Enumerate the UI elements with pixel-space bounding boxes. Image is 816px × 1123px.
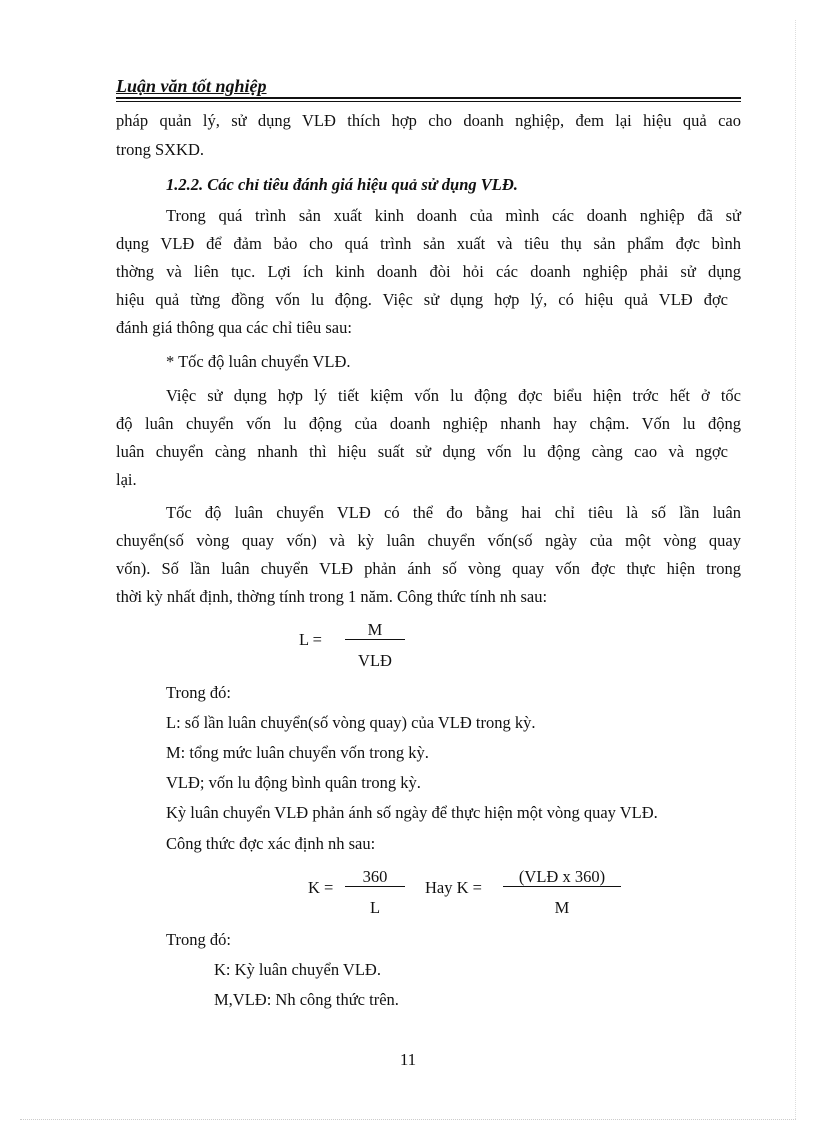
formula-l-denominator: VLĐ	[358, 651, 392, 670]
definition-line: K: Kỳ luân chuyển VLĐ.	[214, 960, 381, 979]
formula-k-alt-numerator: (VLĐ x 360)	[518, 867, 606, 886]
text-line: luân chuyển càng nhanh thì hiệu suất sử dụng vốn lu động càng cao và ngợc	[116, 442, 728, 461]
formula-k-alt-lhs: Hay K =	[425, 878, 482, 897]
formula-k-lhs: K =	[308, 878, 334, 897]
formula-k-fraction-bar	[345, 886, 405, 887]
text-line: Trong đó:	[166, 930, 231, 949]
header-title: Luận văn tốt nghiệp	[116, 76, 267, 96]
page-number: 11	[399, 1050, 417, 1069]
page-border-right	[795, 20, 796, 1119]
text-line: trong SXKD.	[116, 140, 205, 159]
text-line: lại.	[116, 470, 137, 489]
text-line: chuyển(số vòng quay vốn) và kỳ luân chuyển vốn(số ngày của một vòng quay	[116, 531, 741, 550]
formula-l-fraction-bar	[345, 639, 405, 640]
text-line: pháp quản lý, sử dụng VLĐ thích hợp cho doanh nghiệp, đem lại hiệu quả cao	[116, 111, 741, 130]
text-line: thời kỳ nhất định, thờng tính trong 1 năm. Công thức tính nh sau:	[116, 587, 548, 606]
definition-line: L: số lần luân chuyển(số vòng quay) của VLĐ trong kỳ.	[166, 713, 536, 732]
formula-l-lhs: L =	[299, 630, 322, 649]
formula-k-denominator: L	[369, 898, 381, 917]
header-rule	[116, 97, 741, 99]
definition-line: M,VLĐ: Nh công thức trên.	[214, 990, 399, 1009]
text-line: đánh giá thông qua các chỉ tiêu sau:	[116, 318, 352, 337]
page-border-bottom	[20, 1119, 796, 1120]
text-line: hiệu quả từng đồng vốn lu động. Việc sử dụng hợp lý, có hiệu quả VLĐ đợc	[116, 290, 728, 309]
text-line: Tốc độ luân chuyển VLĐ có thể đo bằng hai chỉ tiêu là số lần luân	[166, 503, 741, 522]
definition-line: VLĐ; vốn lu động bình quân trong kỳ.	[166, 773, 421, 792]
text-line: dụng VLĐ để đảm bảo cho quá trình sản xuất và tiêu thụ sản phẩm đợc bình	[116, 234, 741, 253]
text-line: Việc sử dụng hợp lý tiết kiệm vốn lu động đợc biểu hiện trớc hết ở tốc	[166, 386, 741, 405]
formula-k-numerator: 360	[362, 867, 388, 886]
text-line: Trong quá trình sản xuất kinh doanh của mình các doanh nghiệp đã sử	[166, 206, 741, 225]
text-line: Công thức đợc xác định nh sau:	[166, 834, 376, 853]
text-line: độ luân chuyển vốn lu động của doanh nghiệp nhanh hay chậm. Vốn lu động	[116, 414, 741, 433]
bullet-line: * Tốc độ luân chuyển VLĐ.	[166, 352, 351, 371]
text-line: Kỳ luân chuyển VLĐ phản ánh số ngày để thực hiện một vòng quay VLĐ.	[166, 803, 658, 822]
text-line: Trong đó:	[166, 683, 231, 702]
formula-l-numerator: M	[367, 620, 383, 639]
text-line: vốn). Số lần luân chuyển VLĐ phản ánh số vòng quay vốn đợc thực hiện trong	[116, 559, 741, 578]
definition-line: M: tổng mức luân chuyển vốn trong kỳ.	[166, 743, 429, 762]
formula-k-alt-denominator: M	[554, 898, 570, 917]
formula-k-alt-fraction-bar	[503, 886, 621, 887]
header-rule-thin	[116, 101, 741, 102]
section-heading: 1.2.2. Các chỉ tiêu đánh giá hiệu quả sử dụng VLĐ.	[166, 175, 518, 194]
text-line: thờng và liên tục. Lợi ích kinh doanh đòi hỏi các doanh nghiệp phải sử dụng	[116, 262, 741, 281]
